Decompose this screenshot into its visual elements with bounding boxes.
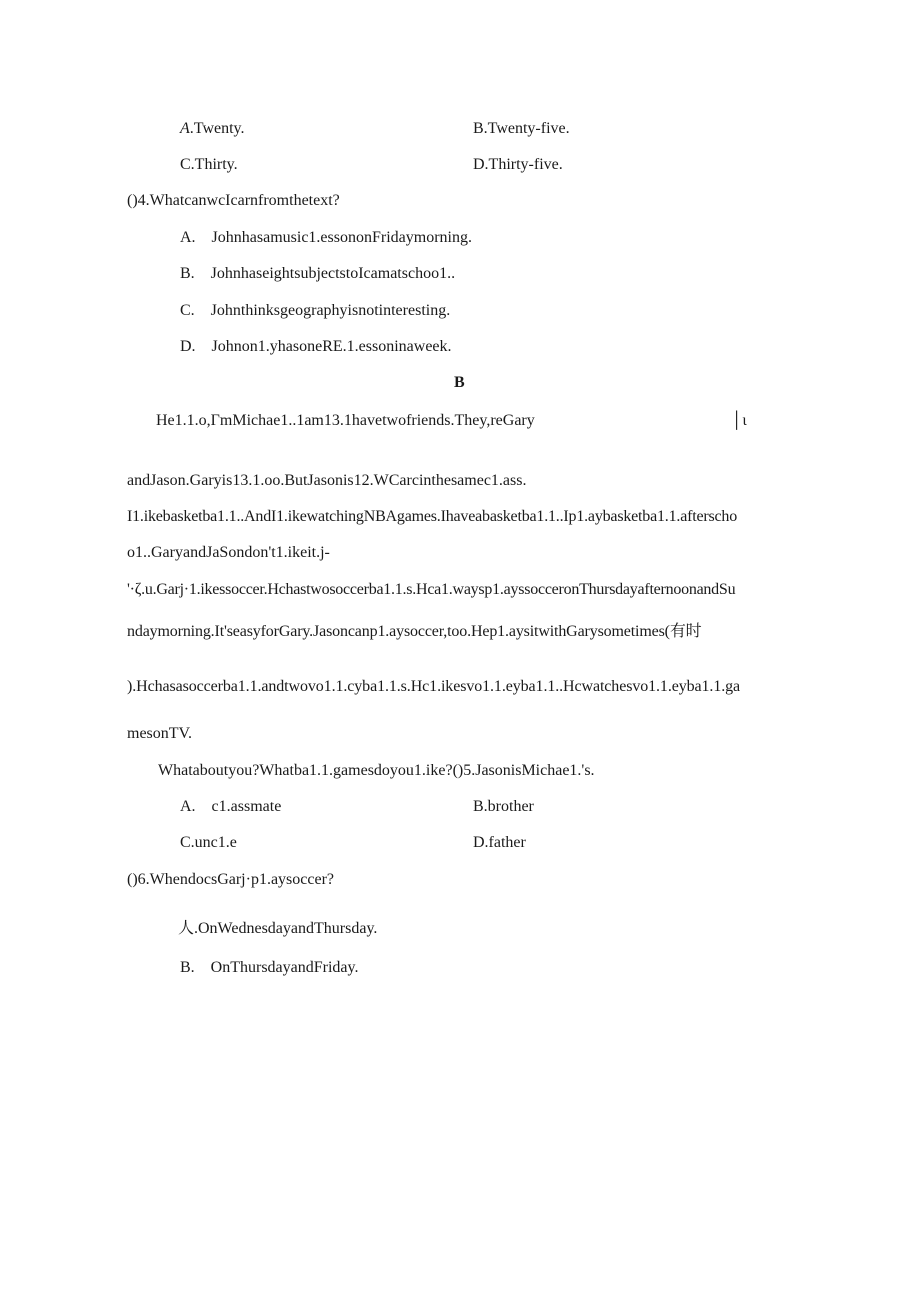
q3-option-c: C.Thirty. xyxy=(180,156,238,173)
passage-line-4: o1..GaryandJaSondon't1.ikeit.j- xyxy=(127,544,330,561)
q4-stem: ()4.WhatcanwcIcarnfromthetext? xyxy=(127,192,340,209)
q4-option-c: C. Johnthinksgeographyisnotinteresting. xyxy=(180,302,451,319)
q6-option-b: B. OnThursdayandFriday. xyxy=(180,959,359,976)
q4-option-a: A. Johnhasamusic1.essononFridaymorning. xyxy=(180,229,472,246)
passage-line-5: '·ζ.u.Garj·1.ikessoccer.Hchastwosoccerba1.1.s.Hca1.waysp1.ayssocceronThursdayafternoonandSu xyxy=(127,581,736,598)
q6-stem: ()6.WhendocsGarj·p1.aysoccer? xyxy=(127,871,335,888)
passage-line-9: Whataboutyou?Whatba1.1.gamesdoyou1.ike?()5.JasonisMichae1.'s. xyxy=(158,762,595,779)
q5-option-b: B.brother xyxy=(473,798,534,815)
q3-option-a xyxy=(180,119,245,139)
passage-line-8: mesonTV. xyxy=(127,725,193,742)
q4-option-b: B. JohnhaseightsubjectstoIcamatschoo1.. xyxy=(180,265,456,282)
q5-option-a: A. c1.assmate xyxy=(180,798,282,815)
q5-option-d: D.father xyxy=(473,834,526,851)
q3-option-a-letter: A xyxy=(180,120,190,137)
passage-line-7: ).Hchasasoccerba1.1.andtwovo1.1.cyba1.1.s.Hc1.ikesvo1.1.eyba1.1..Hcwatchesvo1.1.eyba1.1.ga xyxy=(127,678,741,695)
passage-line-1: He1.1.o,ΓmMichae1..1am13.1havetwofriends.They,reGary xyxy=(156,412,535,429)
passage-line-2: andJason.Garyis13.1.oo.ButJasonis12.WCarcinthesamec1.ass. xyxy=(127,472,527,489)
q3-option-b: B.Twenty-five. xyxy=(473,120,570,137)
section-heading: B xyxy=(454,374,465,391)
passage-margin-mark: │ι xyxy=(731,412,747,429)
q6-option-a: 人.OnWednesdayandThursday. xyxy=(178,920,378,937)
passage-line-3: I1.ikebasketba1.1..AndI1.ikewatchingNBAgames.Ihaveabasketba1.1..Ip1.aybasketba1.1.afterscho xyxy=(127,508,738,525)
q4-option-d: D. Johnon1.yhasoneRE.1.essoninaweek. xyxy=(180,338,452,355)
q3-option-d: D.Thirty-five. xyxy=(473,156,563,173)
q3-option-a-text: .Twenty. xyxy=(189,120,245,137)
q5-option-c: C.unc1.e xyxy=(180,834,237,851)
passage-line-6: ndaymorning.It'seasyforGary.Jasoncanp1.aysoccer,too.Hep1.aysitwithGarysometimes(有时 xyxy=(127,623,702,640)
